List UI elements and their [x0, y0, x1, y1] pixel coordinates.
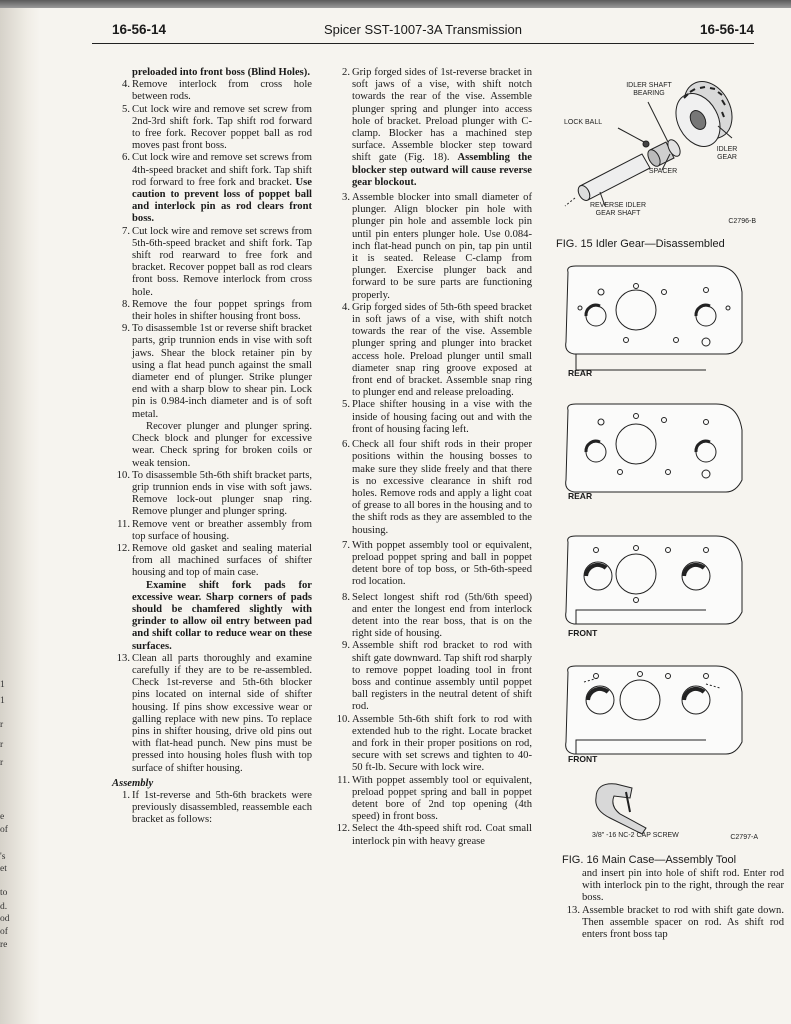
assembly-step-4 — [332, 302, 532, 400]
header-page-left: 16-56-14 — [112, 22, 167, 37]
assembly-step-13 — [562, 905, 784, 942]
step-caution: Use caution to prevent loss of poppet ball and interlock pin as rod clears front boss. — [132, 176, 312, 225]
step-text: Grip forged sides of 5th-6th speed bracket in soft jaws of a vise, with shift notch towards the rear of the vise. Assemble plunger spring and plunger into bracket access hole. Preload plunger until small diameter snap ring groove exposed at front end of bracket. Assemble snap ring to plunger end and release preloading. — [352, 301, 532, 399]
header-title: Spicer SST-1007-3A Transmission — [324, 22, 522, 37]
figure-code: C2797-A — [730, 834, 758, 841]
view-label-front: FRONT — [568, 628, 598, 638]
step-number: 12. — [336, 823, 350, 835]
step-number: 7. — [122, 225, 130, 237]
bleed-char: od — [0, 914, 10, 924]
step-text: Assemble shift rod bracket to rod with shift gate downward. Tap shift rod sharply to remove poppet loading tool in front boss and continue assembly until poppet ball registers in the neutral detent of shift rod. — [352, 640, 532, 713]
step-number: 6. — [122, 152, 130, 164]
step-number: 5. — [342, 399, 350, 411]
step-8 — [112, 299, 312, 323]
step-7 — [112, 226, 312, 299]
step-number: 13. — [116, 652, 130, 664]
step-9-paragraph: Recover plunger and plunger spring. Check block and plunger for excessive wear. Check spring for broken coils or weak tension. — [132, 420, 312, 469]
assembly-step-3 — [332, 192, 532, 302]
step-text: Check all four shift rods in their proper positions within the housing bosses to make sure they slide freely and that there is no excessive clearance in shift rod holes. Remove rods and apply a light coat of grease to all bores in the housing and to the shift rods as they are assembled to the housing. — [352, 439, 532, 536]
text-column-2 — [332, 67, 532, 848]
step-text: Remove old gasket and sealing material from all machined surfaces of shifter housing and top of main case. — [132, 542, 312, 579]
step-number: 11. — [117, 518, 130, 530]
bleed-char: e — [0, 812, 5, 822]
assembly-step-11 — [332, 775, 532, 824]
step-number: 11. — [337, 774, 350, 786]
step-text: Remove interlock from cross hole between rods. — [132, 79, 312, 103]
step-text: Select the 4th-speed shift rod. Coat small interlock pin with heavy grease — [352, 823, 532, 847]
step-5 — [112, 104, 312, 153]
scan-top-edge — [0, 0, 791, 8]
header-page-right: 16-56-14 — [699, 22, 754, 37]
step-number: 12. — [116, 542, 130, 554]
step-number: 1. — [122, 789, 130, 801]
main-case-drawing — [556, 258, 756, 858]
bleed-char: 's — [0, 852, 6, 862]
view-label-rear: REAR — [568, 368, 593, 378]
case-view-front-2 — [566, 666, 742, 754]
text-column-3 — [562, 868, 784, 941]
figure-16-caption: FIG. 16 Main Case—Assembly Tool — [562, 854, 737, 866]
step-text: Cut lock wire and remove set screw from 2nd-3rd shift fork. Tap shift rod forward to free fork. Recover poppet ball as rod moves past front boss. — [132, 103, 312, 152]
view-label-rear: REAR — [568, 491, 593, 501]
label-reverse-idler-gear-shaft: REVERSE IDLER GEAR SHAFT — [589, 202, 647, 217]
label-idler-gear: IDLER GEAR — [716, 146, 738, 161]
step-13 — [112, 653, 312, 775]
section-heading-assembly: Assembly — [112, 777, 154, 789]
step-text: With poppet assembly tool or equivalent, preload poppet spring and ball in poppet detent bore of top boss, or 5th-6th-speed rod location. — [352, 539, 532, 588]
step-number: 10. — [116, 469, 130, 481]
assembly-step-2 — [332, 67, 532, 189]
step-number: 7. — [342, 539, 350, 551]
step-text: Place shifter housing in a vise with the inside of housing facing out and with the front of housing facing left. — [352, 399, 532, 435]
step-caution: Assembling the blocker step outward will cause reverse gear blockout. — [352, 152, 532, 188]
bleed-char: r — [0, 740, 4, 750]
step-number: 6. — [342, 439, 350, 451]
assembly-step-12 — [332, 823, 532, 847]
step-number: 8. — [122, 298, 130, 310]
case-view-front-1 — [566, 536, 742, 624]
step-number: 13. — [566, 904, 580, 916]
step-text: Grip forged sides of 1st-reverse bracket in soft jaws of a vise, with shift notch towards the rear of the vise. Assemble plunger spring and plunger into access hole of bracket. Preload plunger with C-clamp. Blocker has a machined step surface. Assemble blocker step toward shift gate (Fig. 18). — [352, 67, 532, 164]
bleed-char: 1 — [0, 696, 5, 706]
bleed-char: r — [0, 720, 4, 730]
step-number: 3. — [342, 192, 350, 204]
step-text: Assemble bracket to rod with shift gate down. Then assemble spacer on rod. As shift rod enters front boss tap — [582, 904, 784, 941]
step-text: To disassemble 1st or reverse shift bracket parts, grip trunnion ends in vise with soft jaws. Shear the block retainer pin by using a flat head punch against the small diameter end of plunger. Strike plunger end with a sharp blow to shear pin. Lock pin is 0.984-inch diameter and is of soft metal. — [132, 323, 312, 420]
step-number: 5. — [122, 103, 130, 115]
step-11 — [112, 519, 312, 543]
bleed-char: et — [0, 864, 7, 874]
step-text: Select longest shift rod (5th/6th speed) and enter the longest end from interlock detent into the rear boss, that is on the right side of housing. — [352, 591, 532, 640]
step-number: 9. — [122, 323, 130, 335]
bleed-char: 1 — [0, 680, 5, 690]
assembly-step-9 — [332, 640, 532, 713]
bleed-char: of — [0, 825, 8, 835]
bleed-char: of — [0, 927, 8, 937]
step-number: 2. — [342, 67, 350, 78]
bleed-char: r — [0, 758, 4, 768]
case-view-rear-1 — [566, 266, 742, 370]
step-text: Assemble blocker into small diameter of plunger. Align blocker pin hole with plunger pin hole and assemble lock pin until pin enters plunger hole. Use 0.084-inch flat-head punch on pin, tap pin until it is seated. Release C-clamp from plunger. Exercise plunger back and forward to be sure parts are functioning properly. — [352, 192, 532, 301]
step-9 — [112, 323, 312, 421]
step-text: Assemble 5th-6th shift fork to rod with extended hub to the right. Locate bracket and fork in their proper positions on rod, secure with set screws and tighten to 40-50 ft-lb. Secure with lock wire. — [352, 713, 532, 774]
assembly-step-10 — [332, 714, 532, 775]
text-column-1 — [112, 67, 312, 827]
step-4 — [112, 79, 312, 103]
assembly-step-8 — [332, 592, 532, 641]
step-12 — [112, 543, 312, 580]
step-10 — [112, 470, 312, 519]
step-text: With poppet assembly tool or equivalent, preload poppet spring and ball in poppet detent bore of 2nd top opening (4th speed) in front boss. — [352, 774, 532, 823]
step-number: 9. — [342, 640, 350, 652]
step-text: Remove the four poppet springs from their holes in shifter housing front boss. — [132, 298, 312, 323]
bleed-char: d. — [0, 902, 8, 912]
figure-16-main-case — [556, 258, 756, 858]
step-text: Cut lock wire and remove set screws from 5th-6th-speed bracket and shift fork. Tap shift rod rearward to free fork and bracket. Recover poppet ball as rod clears front boss. Remove interlock from cross hole. — [132, 225, 312, 298]
step-number: 4. — [122, 79, 130, 91]
label-lock-ball: LOCK BALL — [564, 119, 603, 126]
step-text: Clean all parts thoroughly and examine carefully if they are to be re-assembled. Check 1st-reverse and 5th-6th blocker pins located on internal side of shifter housing. If pins show excessive wear or galling replace with new pins. To replace pins in shifter housing, drive old pins out with flat-head punch. New pins must be pressed into housing holes flush with top surface of shifter housing. — [132, 652, 312, 774]
step-number: 10. — [336, 713, 350, 725]
figure-code: C2796-B — [728, 218, 756, 225]
step-text: Cut lock wire and remove set screws from 4th-speed bracket and shift fork. Tap shift rod forward to free fork and bracket. — [132, 152, 312, 188]
page-header — [92, 22, 754, 44]
label-idler-shaft-bearing: IDLER SHAFT BEARING — [626, 82, 672, 97]
step-number: 8. — [342, 591, 350, 603]
step-text: To disassemble 5th-6th shift bracket parts, grip trunnion ends in vise with soft jaws. Remove lock-out plunger snap ring. Remove plunger and plunger spring. — [132, 469, 312, 518]
assembly-step-5 — [332, 399, 532, 436]
step-12-caution: Examine shift fork pads for excessive wear. Sharp corners of pads should be chamfered slightly with grinder to allow oil entry between pad and shift collar to reduce wear on these surfaces. — [132, 579, 312, 652]
case-view-rear-2 — [566, 404, 742, 492]
label-cap-screw: 3/8" -16 NC-2 CAP SCREW — [592, 832, 679, 839]
view-label-front: FRONT — [568, 754, 598, 764]
step-text: Remove vent or breather assembly from top surface of housing. — [132, 518, 312, 542]
bleed-char: re — [0, 940, 8, 950]
bleed-char: to — [0, 888, 8, 898]
figure-15-idler-gear — [550, 78, 760, 238]
continued-text: and insert pin into hole of shift rod. Enter rod with interlock pin to the right, through the rear boss. — [582, 868, 784, 904]
assembly-step-7 — [332, 540, 532, 589]
continued-text: preloaded into front boss (Blind Holes). — [132, 67, 310, 78]
figure-15-caption: FIG. 15 Idler Gear—Disassembled — [556, 238, 725, 250]
label-spacer: SPACER — [648, 168, 678, 175]
assembly-tool-drawing — [596, 784, 646, 834]
step-number: 4. — [342, 301, 350, 313]
step-text: If 1st-reverse and 5th-6th brackets were previously disassembled, reassemble each bracket as follows: — [132, 789, 312, 826]
assembly-step-1 — [112, 790, 312, 827]
step-6 — [112, 152, 312, 225]
assembly-step-6 — [332, 439, 532, 537]
